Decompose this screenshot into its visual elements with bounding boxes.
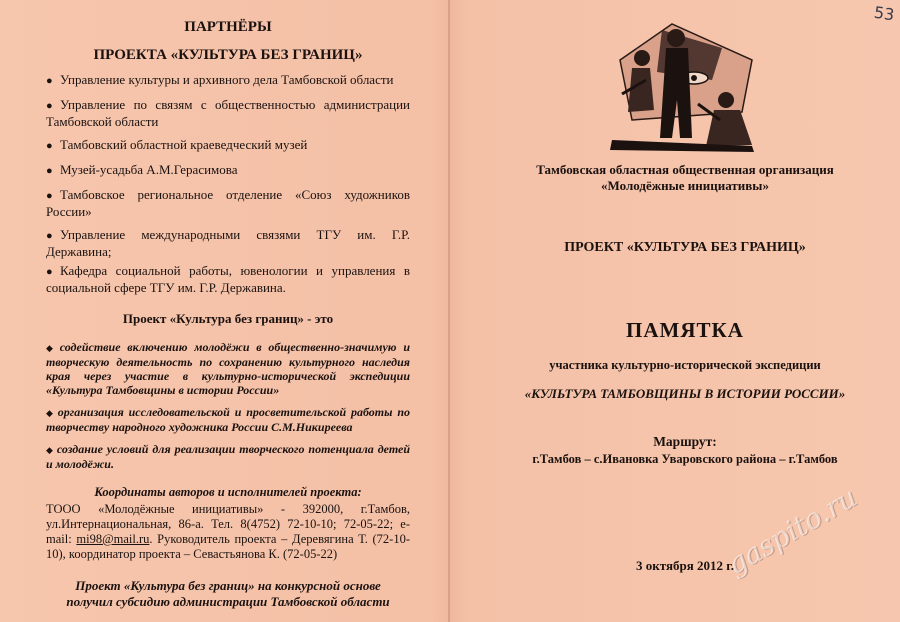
memo-title: ПАМЯТКА <box>626 318 744 342</box>
email-link[interactable]: mi98@mail.ru <box>76 532 150 546</box>
page-number: 53 <box>872 2 896 25</box>
list-item: ● Тамбовский областной краеведческий музей <box>46 137 308 152</box>
list-item: ● Музей-усадьба А.М.Герасимова <box>46 162 238 177</box>
bullet-icon: ● <box>46 190 53 202</box>
route-label: Маршрут: <box>653 434 717 449</box>
fold-line <box>448 0 450 622</box>
goals-list <box>46 340 410 471</box>
grant-note: Проект «Культура без границ» на конкурсной основе получил субсидию администрации Тамбовской области <box>66 578 390 609</box>
partners-subtitle: ПРОЕКТА «КУЛЬТУРА БЕЗ ГРАНИЦ» <box>93 47 363 63</box>
expedition-title: «КУЛЬТУРА ТАМБОВЩИНЫ В ИСТОРИИ РОССИИ» <box>524 386 846 401</box>
list-item: ● Управление по связям с общественностью администрации Тамбовской области <box>46 97 410 129</box>
contacts-text: ТООО «Молодёжные инициативы» - 392000, г.Тамбов, ул.Интернациональная, 86-а. Тел. 8(4752) 72-10-10; 72-05-22; e-mail: mi98@mail.ru. Руководитель проекта – Деревягина Т. (72-10-10), координатор проекта – Севастьянова К. (72-05-22) <box>46 502 410 561</box>
bullet-icon: ● <box>46 75 53 87</box>
contacts-title: Координаты авторов и исполнителей проекта: <box>94 485 362 499</box>
list-item: ● Управление международными связями ТГУ им. Г.Р. Державина; <box>46 227 410 259</box>
bullet-icon: ● <box>46 140 53 152</box>
route-text: г.Тамбов – с.Ивановка Уваровского района – г.Тамбов <box>532 452 838 466</box>
list-item: ● Тамбовское региональное отделение «Союз художников России» <box>46 187 410 219</box>
project-intro: Проект «Культура без границ» - это <box>122 311 334 326</box>
list-item: ◆ создание условий для реализации творческого потенциала детей и молодёжи. <box>46 442 411 471</box>
bullet-icon: ● <box>46 266 53 278</box>
list-item: ◆ организация исследовательской и просветительской работы по творчеству народного художника России С.М.Никиреева <box>46 405 411 434</box>
list-item: ◆ содействие включению молодёжи в общественно-значимую и творческую деятельность по сохранению культурного наследия края через участие в культурно-исторической экспедиции «Культура Тамбовщины в истории России» <box>46 340 410 397</box>
project-title: ПРОЕКТ «КУЛЬТУРА БЕЗ ГРАНИЦ» <box>564 240 806 255</box>
artwork-figures-logo-icon <box>602 20 760 155</box>
organization-name: Тамбовская областная общественная организация «Молодёжные инициативы» <box>536 162 834 193</box>
bullet-icon: ● <box>46 100 53 112</box>
watermark: gaspito.ru <box>721 480 863 581</box>
memo-subtitle: участника культурно-исторической экспедиции <box>549 358 821 372</box>
list-item: ● Кафедра социальной работы, ювенологии и управления в социальной сфере ТГУ им. Г.Р. Державина. <box>46 263 410 295</box>
diamond-bullet-icon: ◆ <box>46 445 54 455</box>
date-text: 3 октября 2012 г. <box>636 558 734 573</box>
partners-title: ПАРТНЁРЫ <box>184 19 272 35</box>
bullet-icon: ● <box>46 230 53 242</box>
bullet-icon: ● <box>46 165 53 177</box>
list-item: ● Управление культуры и архивного дела Тамбовской области <box>46 72 394 87</box>
diamond-bullet-icon: ◆ <box>46 343 57 353</box>
diamond-bullet-icon: ◆ <box>46 408 55 418</box>
partners-list <box>46 72 410 295</box>
left-panel <box>46 18 410 610</box>
